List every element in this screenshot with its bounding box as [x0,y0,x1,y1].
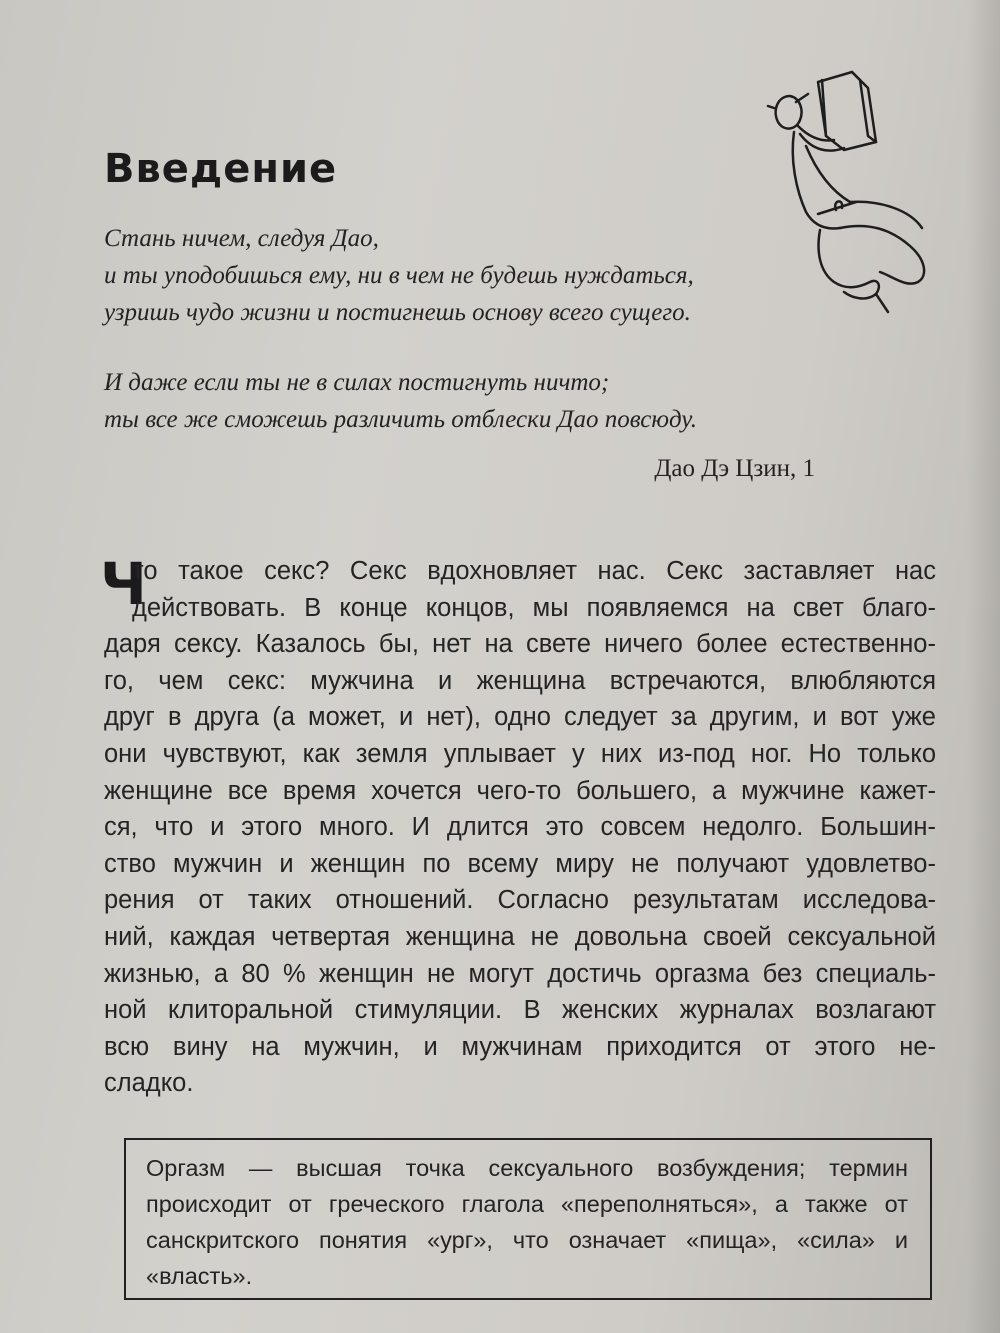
epigraph-attribution: Дао Дэ Цзин, 1 [654,455,815,482]
definition-text [146,1150,908,1294]
body-line: сладко. [104,1069,194,1098]
definition-line: «власть». [146,1263,253,1289]
figure-holding-book-icon [760,50,940,320]
definition-line: санскритского понятия «ург», что означает «пища», «сила» и [146,1227,908,1253]
body-line: жизнью, а 80 % женщин не могут достичь оргазма без специаль- [104,959,936,988]
body-line: го, чем секс: мужчина и женщина встречаются, влюбляются [104,666,936,695]
body-line: даря сексу. Казалось бы, нет на свете ничего более естественно- [104,630,936,659]
body-line: ний, каждая четвертая женщина не довольна своей сексуальной [104,922,936,951]
body-line: действовать. В конце концов, мы появляемся на свет благо- [132,593,936,622]
epigraph-stanza-2 [104,364,804,438]
body-line: женщине все время хочется чего-то большего, а мужчине кажет- [104,776,936,805]
body-line: рения от таких отношений. Согласно результатам исследова- [104,886,936,915]
body-line: то такое секс? Секс вдохновляет нас. Секс заставляет нас [132,557,936,585]
body-line: ной клиторальной стимуляции. В женских журналах возлагают [104,996,936,1025]
body-line: ся, что и этого много. И длится это совсем недолго. Большин- [104,813,936,842]
drop-cap: Ч [100,550,147,618]
definition-line: происходит от греческого глагола «переполняться», а также от [146,1191,908,1217]
body-line: друг в друга (а может, и нет), одно следует за другим, и вот уже [104,703,936,732]
body-line: всю вину на мужчин, и мужчинам приходится от этого не- [104,1032,936,1061]
epigraph-line: И даже если ты не в силах постигнуть ничто; [104,369,610,396]
page-edge-shadow [966,0,1000,1333]
chapter-heading: Введение [104,146,338,192]
epigraph-line: и ты уподобишься ему, ни в чем не будешь нуждаться, [104,262,694,289]
definition-line: Оргазм — высшая точка сексуального возбуждения; термин [146,1155,908,1181]
epigraph-line: Стань ничем, следуя Дао, [104,225,379,252]
body-paragraph [104,553,936,1102]
epigraph-line: ты все же сможешь различить отблески Дао повсюду. [104,406,698,433]
body-line: ство мужчин и женщин по всему миру не получают удовлетво- [104,849,936,878]
body-line: они чувствуют, как земля уплывает у них из-под ног. Но только [104,739,936,768]
epigraph-stanza-1 [104,220,804,331]
epigraph-line: узришь чудо жизни и постигнешь основу всего сущего. [104,299,691,326]
